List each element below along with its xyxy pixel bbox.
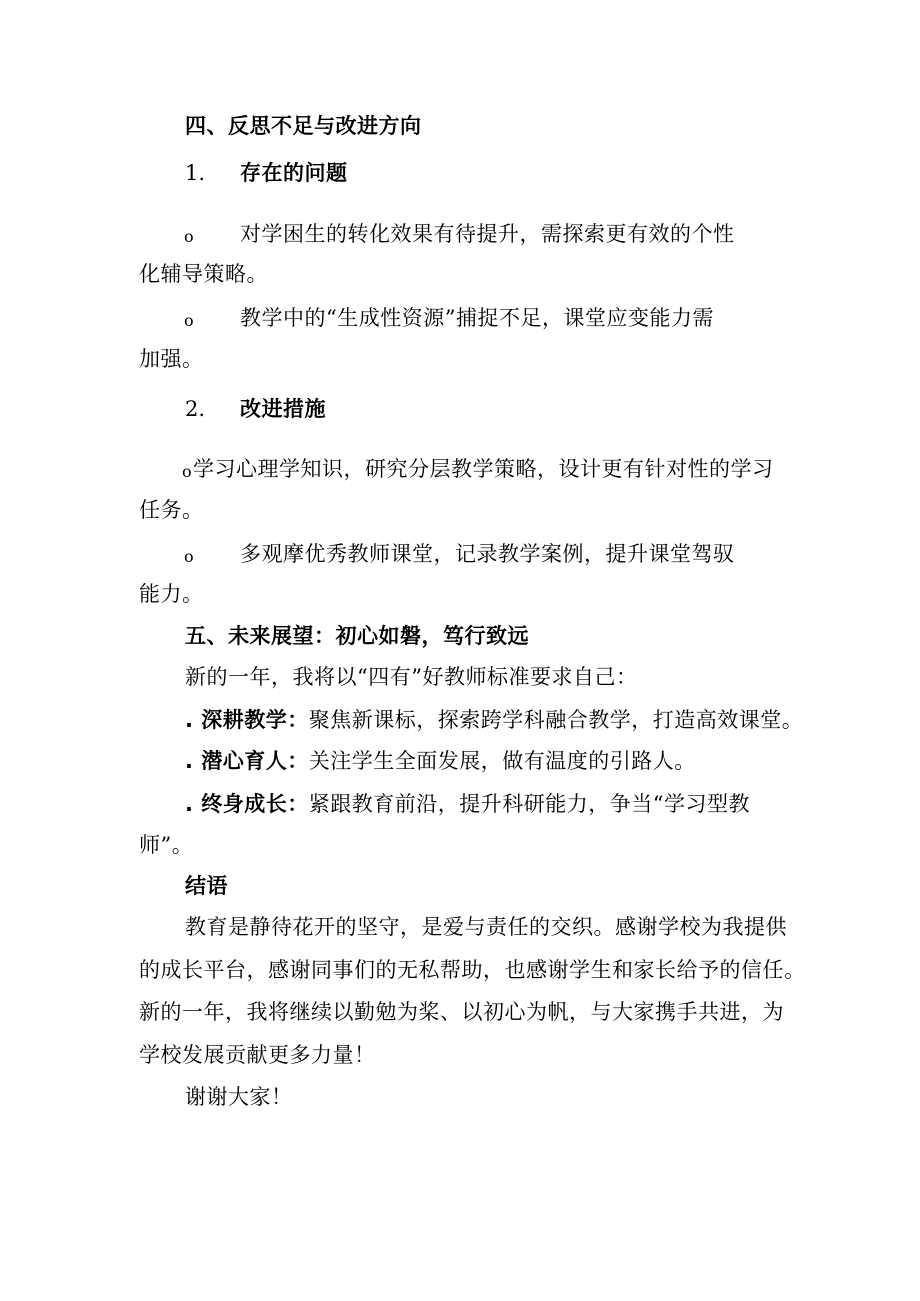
subsection-2-number: 2. [185, 397, 206, 421]
section-five-intro: 新的一年，我将以“四有”好教师标准要求自己： [185, 665, 638, 689]
section-four-heading: 四、反思不足与改进方向 [185, 114, 422, 138]
bullet-marker: o [184, 547, 194, 566]
bullet-marker: o [184, 227, 194, 246]
focus-point [185, 706, 803, 734]
focus-point [185, 747, 696, 775]
focus-point-label: . 深耕教学： [185, 708, 309, 732]
closing-paragraph-line: 的成长平台，感谢同事们的无私帮助，也感谢学生和家长给予的信任。 [139, 958, 806, 982]
list-item-line: 任务。 [139, 498, 204, 522]
focus-point-text: 紧跟教育前沿，提升科研能力，争当“学习型教 [308, 792, 751, 816]
focus-point [185, 790, 750, 818]
focus-point-label: . 终身成长： [185, 792, 309, 816]
closing-paragraph-line: 教育是静待花开的坚守，是爱与责任的交织。感谢学校为我提供 [185, 915, 787, 939]
section-five-heading: 五、未来展望：初心如磐，笃行致远 [185, 624, 529, 648]
closing-paragraph-line: 学校发展贡献更多力量！ [139, 1043, 376, 1067]
subsection-2-title: 改进措施 [240, 397, 326, 421]
closing-paragraph-line: 新的一年，我将继续以勤勉为桨、以初心为帆，与大家携手共进，为 [139, 1000, 784, 1024]
bullet-marker: o [184, 311, 194, 330]
list-item-line: 加强。 [139, 347, 204, 371]
thanks-line: 谢谢大家！ [185, 1085, 293, 1109]
bullet-marker: o [182, 462, 192, 481]
focus-point-label: . 潜心育人： [185, 749, 309, 773]
subsection-1-number: 1. [185, 161, 206, 185]
list-item-line: 学习心理学知识，研究分层教学策略，设计更有针对性的学习 [193, 457, 774, 481]
focus-point-text: 关注学生全面发展，做有温度的引路人。 [308, 749, 696, 773]
closing-heading: 结语 [185, 874, 228, 898]
subsection-1-title: 存在的问题 [240, 161, 348, 185]
list-item-line: 能力。 [139, 582, 204, 606]
list-item-line: 化辅导策略。 [139, 262, 268, 286]
list-item-line: 多观摩优秀教师课堂，记录教学案例，提升课堂驾驭 [240, 542, 735, 566]
focus-point-continuation: 师”。 [139, 833, 194, 857]
focus-point-text: 聚焦新课标，探索跨学科融合教学，打造高效课堂。 [308, 708, 804, 732]
list-item-line: 教学中的“生成性资源”捕捉不足，课堂应变能力需 [240, 306, 714, 330]
list-item-line: 对学困生的转化效果有待提升，需探索更有效的个性 [240, 222, 735, 246]
